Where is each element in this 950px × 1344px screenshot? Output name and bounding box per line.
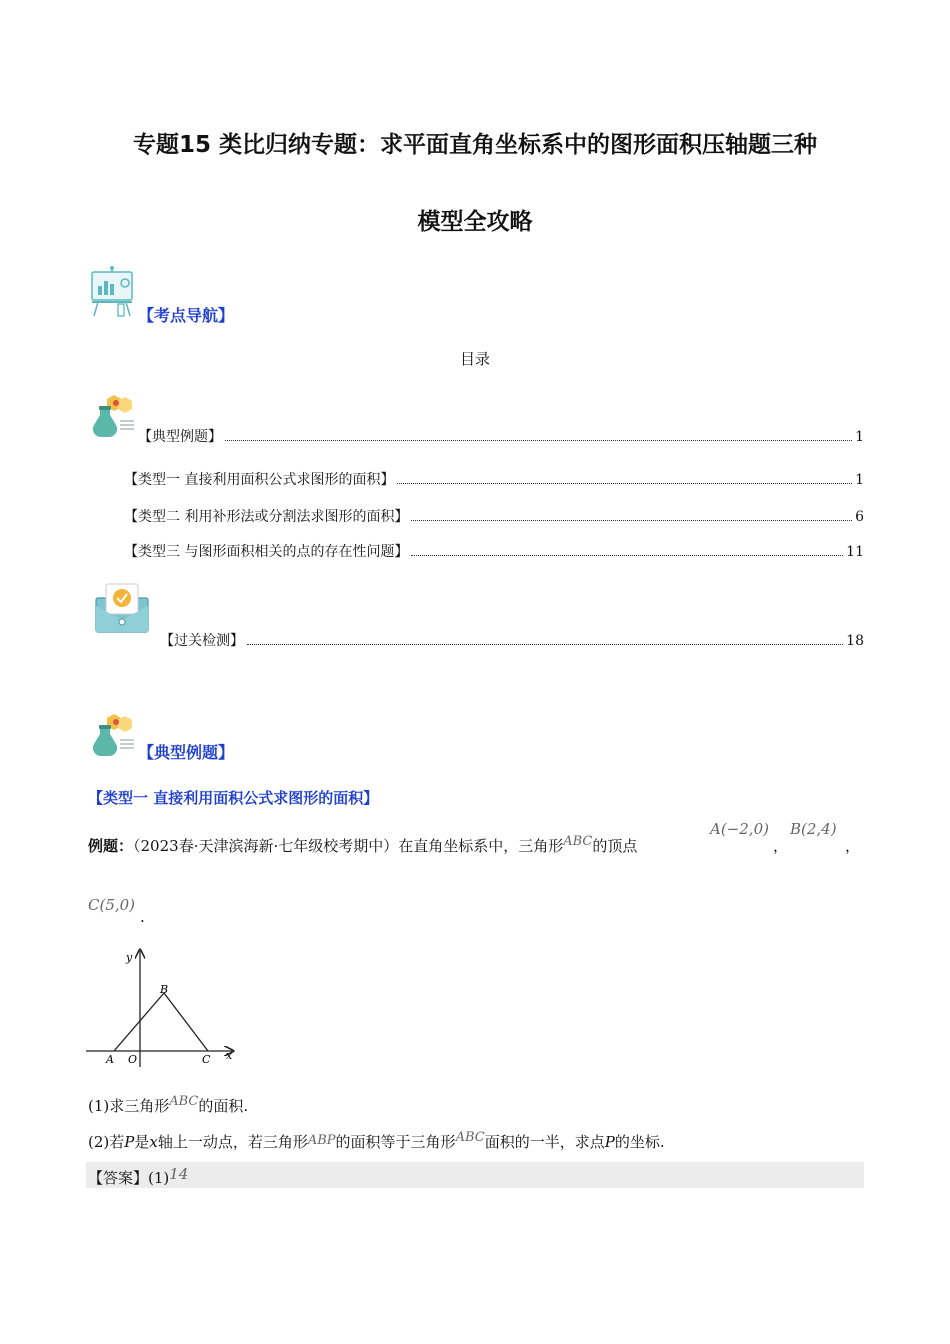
toc-entry-type3[interactable] <box>124 541 864 561</box>
math-abp: ABP <box>307 1133 336 1148</box>
q-var-p: P <box>124 1133 135 1151</box>
q-text: 的面积等于三角形 <box>335 1133 456 1151</box>
q-var-p: P <box>604 1133 615 1151</box>
toc-entry-type1[interactable] <box>124 469 864 489</box>
point-b-label: B <box>160 983 169 996</box>
page-title-line1: 专题15 类比归纳专题：求平面直角坐标系中的图形面积压轴题三种 <box>132 132 817 158</box>
question-2 <box>88 1131 665 1152</box>
toc-entry-page: 1 <box>855 472 864 488</box>
toc-entry-page: 18 <box>846 633 864 649</box>
answer-label: 【答案】(1) <box>88 1169 170 1187</box>
toc-leader <box>397 482 852 484</box>
toc-entry-examples[interactable] <box>138 426 864 446</box>
toc-leader <box>411 519 852 521</box>
toc-heading: 目录 <box>459 350 490 368</box>
toc-entry-page: 6 <box>855 509 864 525</box>
point-c-label: C <box>202 1053 211 1066</box>
example-line <box>88 835 637 856</box>
flask-icon <box>90 710 138 758</box>
question-1 <box>88 1095 248 1116</box>
math-abc: ABC <box>169 1094 199 1109</box>
page-title-line2: 模型全攻略 <box>417 209 533 235</box>
y-label: y <box>126 951 133 964</box>
math-point-b: B(2,4) <box>790 820 837 838</box>
toc-entry-check[interactable] <box>160 630 864 650</box>
envelope-check-icon <box>94 580 150 636</box>
math-point-c: C(5,0) <box>88 896 136 914</box>
toc-entry-label: 【类型三 与图形面积相关的点的存在性问题】 <box>124 544 409 560</box>
example-label: 例题： <box>88 837 134 855</box>
q-var-x: x <box>149 1133 158 1151</box>
toc-leader <box>411 554 843 556</box>
answer-line <box>88 1167 188 1188</box>
math-abc: ABC <box>563 834 593 849</box>
coordinate-figure <box>86 945 246 1070</box>
math-abc: ABC <box>455 1130 485 1145</box>
toc-entry-type2[interactable] <box>124 506 864 526</box>
toc-entry-label: 【类型二 利用补形法或分割法求图形的面积】 <box>124 509 409 525</box>
toc-leader <box>247 643 843 645</box>
point-a-label: A <box>106 1053 114 1066</box>
toc-entry-page: 11 <box>846 544 864 560</box>
q-text: 的坐标. <box>614 1133 665 1151</box>
toc-entry-page: 1 <box>855 429 864 445</box>
toc-leader <box>225 439 852 441</box>
origin-label: O <box>128 1053 138 1066</box>
comma: ， <box>845 837 861 855</box>
flask-icon <box>90 391 138 439</box>
triangle-abc <box>114 993 208 1051</box>
nav-label: 【考点导航】 <box>138 306 235 325</box>
q-text: 面积的一半，求点 <box>484 1133 605 1151</box>
example-text: （2023春·天津滨海新·七年级校考期中）在直角坐标系中，三角形 <box>133 837 564 855</box>
type1-heading: 【类型一 直接利用面积公式求图形的面积】 <box>88 789 379 807</box>
comma: ， <box>773 837 789 855</box>
q-text: 的面积. <box>198 1097 249 1115</box>
q-text: (2)若 <box>88 1133 125 1151</box>
x-label: x <box>226 1049 233 1062</box>
answer-value: 14 <box>169 1165 189 1183</box>
math-point-a: A(−2,0) <box>710 820 769 838</box>
period: . <box>140 908 145 926</box>
answer-bar <box>86 1162 864 1188</box>
example-text: 的顶点 <box>592 837 638 855</box>
q-text: (1)求三角形 <box>88 1097 170 1115</box>
toc-entry-label: 【类型一 直接利用面积公式求图形的面积】 <box>124 472 395 488</box>
toc-entry-label: 【过关检测】 <box>160 633 244 649</box>
q-text: 轴上一动点，若三角形 <box>157 1133 308 1151</box>
toc-entry-label: 【典型例题】 <box>138 429 222 445</box>
section-heading: 【典型例题】 <box>138 743 235 762</box>
presentation-icon <box>88 266 138 318</box>
q-text: 是 <box>134 1133 150 1151</box>
